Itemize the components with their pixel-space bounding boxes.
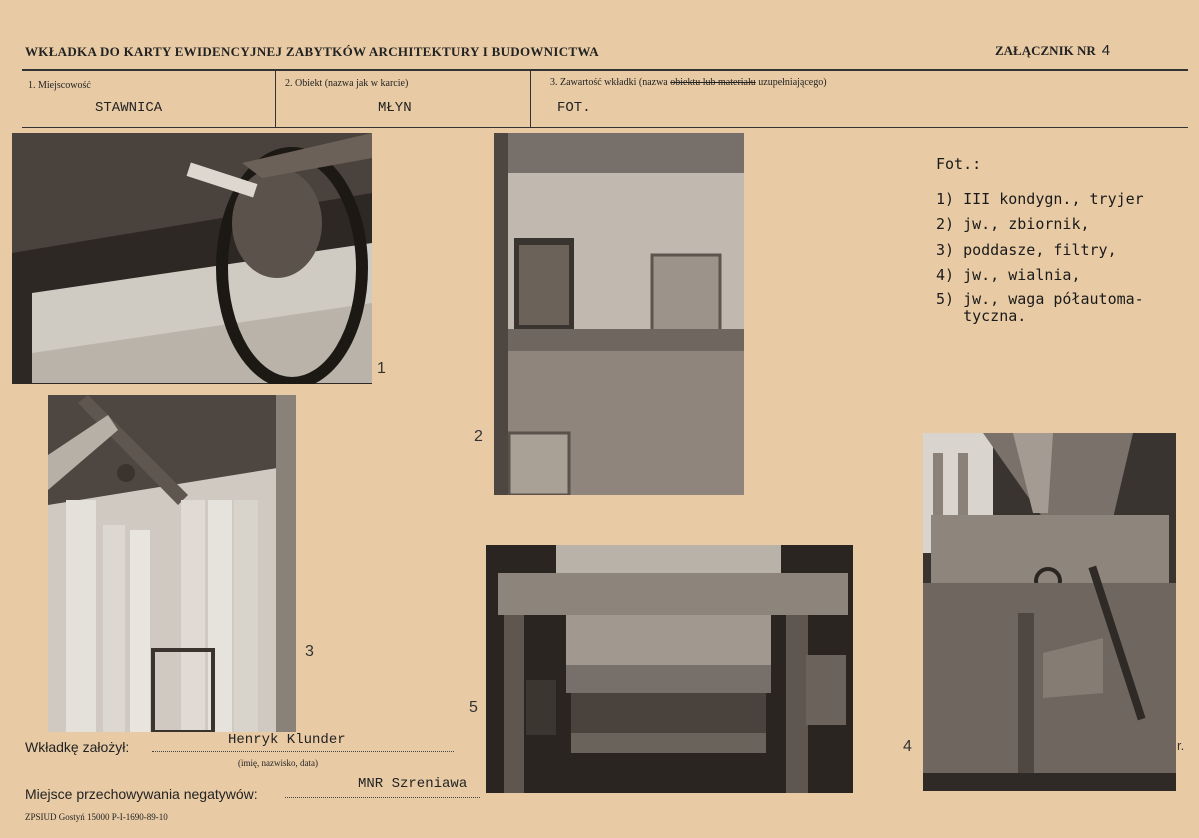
caption-heading: Fot.: — [936, 155, 982, 173]
photo-5-number: 5 — [469, 699, 478, 716]
printer-imprint: ZPSIUD Gostyń 15000 P-I-1690-89-10 — [25, 812, 168, 822]
field-divider-2 — [530, 71, 531, 127]
field-content-label-a: 3. Zawartość wkładki (nazwa — [550, 77, 671, 88]
author-hint: (imię, nazwisko, data) — [238, 758, 318, 768]
caption-item-1: 1) III kondygn., tryjer — [936, 190, 1144, 208]
photo-1-number: 1 — [377, 360, 386, 377]
photo-5-waga — [486, 545, 853, 793]
field-location-label: 1. Miejscowość — [28, 80, 91, 91]
field-content-label — [550, 77, 827, 88]
photo-4-number: 4 — [903, 738, 912, 755]
field-content-value: FOT. — [557, 100, 591, 116]
photo-2-number: 2 — [474, 428, 483, 445]
field-location-value: STAWNICA — [95, 100, 163, 116]
caption-item-3: 3) poddasze, filtry, — [936, 241, 1117, 259]
field-divider-1 — [275, 71, 276, 127]
photo-2-zbiornik — [494, 133, 744, 495]
caption-item-4: 4) jw., wialnia, — [936, 266, 1081, 284]
attachment-label — [995, 42, 1110, 59]
author-dotted-line — [152, 750, 454, 752]
author-value: Henryk Klunder — [228, 732, 346, 748]
photo-4-wialnia — [923, 433, 1176, 791]
photo-3-number: 3 — [305, 643, 314, 660]
caption-item-5: 5) jw., waga półautoma- tyczna. — [936, 290, 1144, 325]
storage-dotted-line — [285, 796, 480, 798]
form-title: WKŁADKA DO KARTY EWIDENCYJNEJ ZABYTKÓW ARCHITEKTURY I BUDOWNICTWA — [25, 44, 599, 59]
attachment-label-text: ZAŁĄCZNIK NR — [995, 43, 1096, 58]
field-object-label: 2. Obiekt (nazwa jak w karcie) — [285, 78, 409, 89]
photo-1-tryjer — [12, 133, 372, 384]
storage-label: Miejsce przechowywania negatywów: — [25, 786, 258, 802]
author-label: Wkładkę założył: — [25, 739, 130, 755]
header-rule-bottom — [22, 127, 1188, 128]
field-content-label-b: uzupełniającego) — [755, 77, 827, 88]
field-content-label-struck: obiektu lub materiału — [670, 77, 756, 88]
field-object-value: MŁYN — [378, 100, 412, 116]
caption-item-2: 2) jw., zbiornik, — [936, 215, 1090, 233]
r-mark: r. — [1177, 738, 1185, 753]
header-rule-top — [22, 69, 1188, 71]
attachment-number: 4 — [1101, 42, 1111, 59]
photo-3-filtry — [48, 395, 296, 732]
storage-value: MNR Szreniawa — [358, 776, 468, 792]
